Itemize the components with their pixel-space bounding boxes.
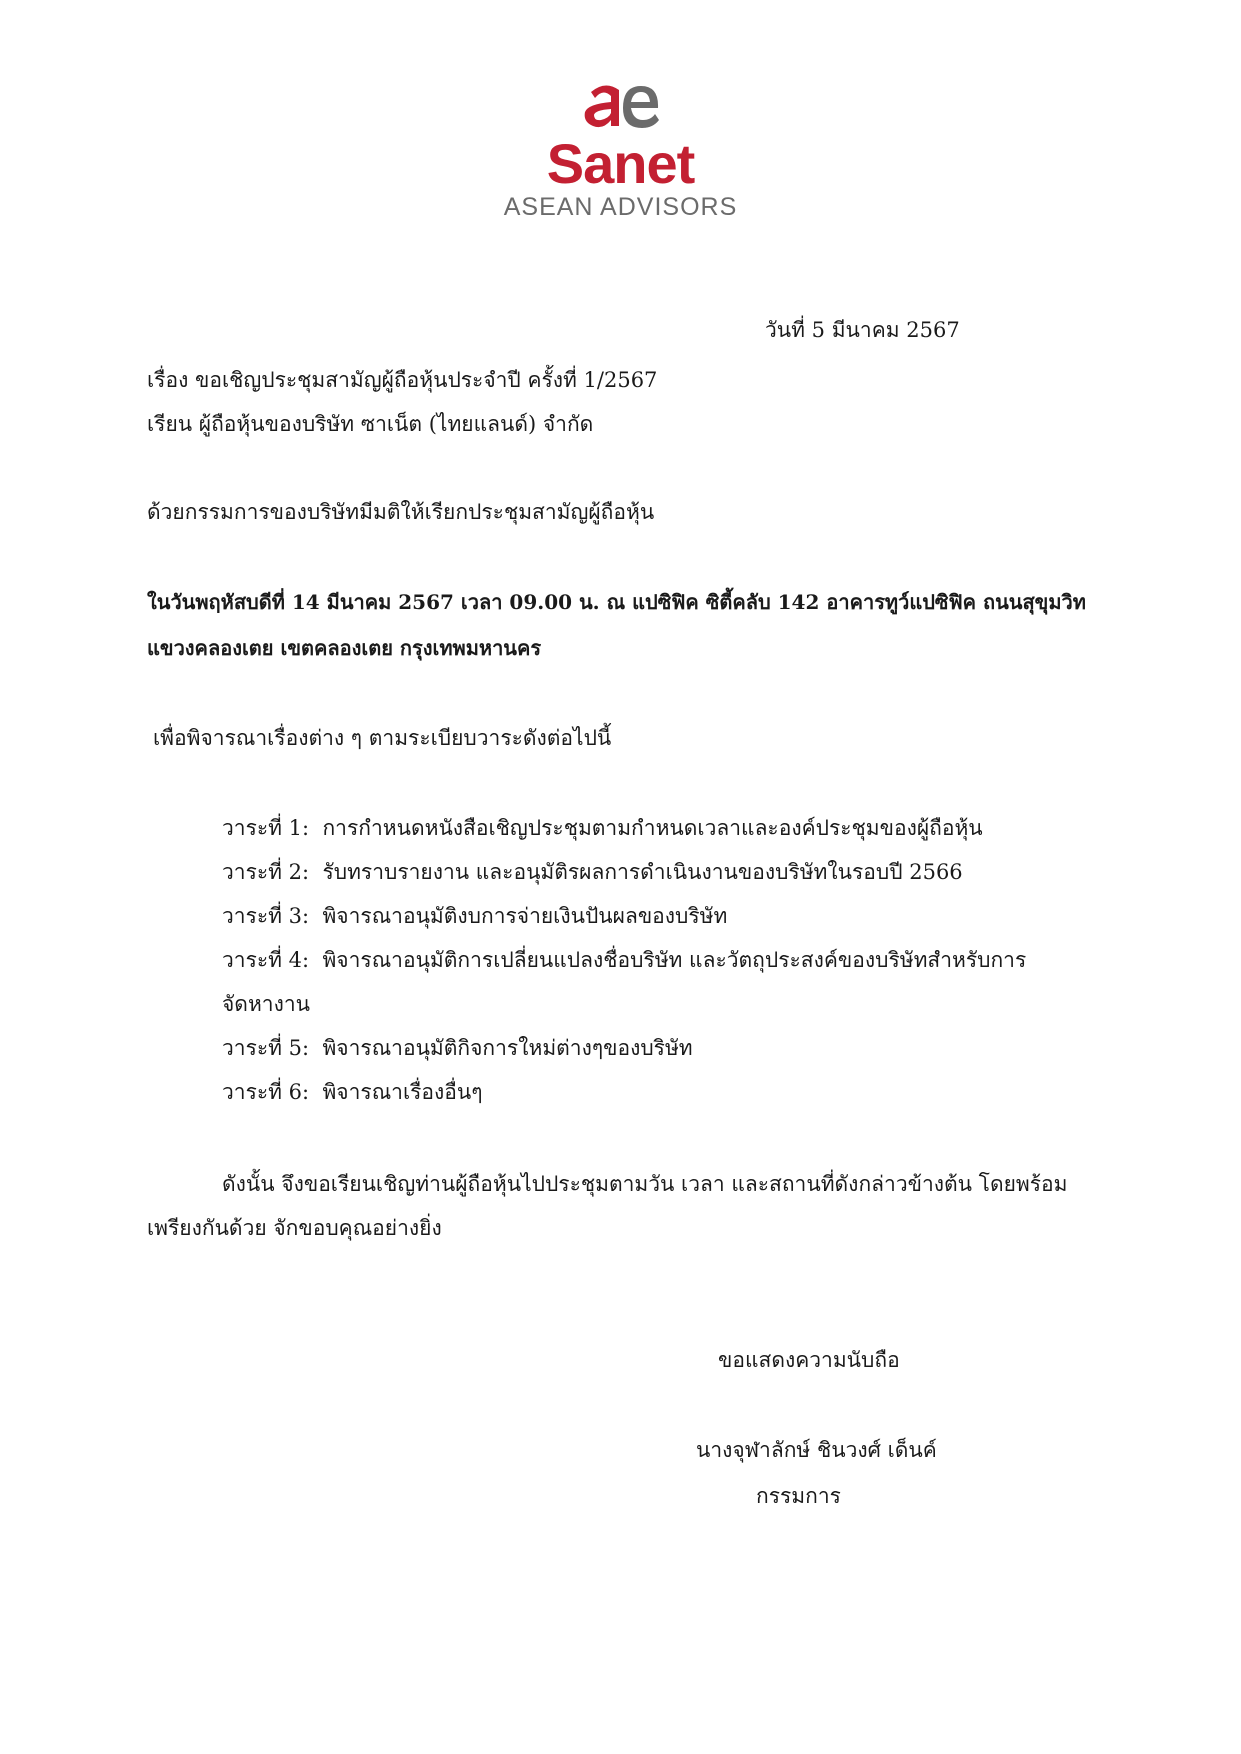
agenda-label: วาระที่ 6: — [222, 1080, 310, 1104]
signature-name: นางจุฬาลักษ์ ชินวงศ์ เด็นค์ — [696, 1438, 937, 1462]
agenda-label: วาระที่ 2: — [222, 860, 310, 884]
meeting-details-line-1: ในวันพฤหัสบดีที่ 14 มีนาคม 2567 เวลา 09.00 น. ณ แปซิฟิค ซิตี้คลับ 142 อาคารทูว์แปซิฟิค ถนนสุขุมวิท — [147, 590, 1086, 614]
intro-paragraph: ด้วยกรรมการของบริษัทมีมติให้เรียกประชุมสามัญผู้ถือหุ้น — [147, 500, 655, 524]
agenda-item — [222, 818, 983, 839]
closing-paragraph-line-1: ดังนั้น จึงขอเรียนเชิญท่านผู้ถือหุ้นไปประชุมตามวัน เวลา และสถานที่ดังกล่าวข้างต้น โดยพร้อม — [222, 1172, 1068, 1196]
agenda-item-continuation: จัดหางาน — [222, 992, 310, 1016]
agenda-text: รับทราบรายงาน และอนุมัติรผลการดำเนินงานของบริษัทในรอบปี 2566 — [322, 860, 963, 884]
agenda-text: พิจารณาอนุมัติงบการจ่ายเงินปันผลของบริษัท — [322, 904, 728, 928]
agenda-text: พิจารณาเรื่องอื่นๆ — [322, 1080, 483, 1104]
company-logo — [0, 80, 1241, 220]
purpose-line: เพื่อพิจารณาเรื่องต่าง ๆ ตามระเบียบวาระดังต่อไปนี้ — [153, 726, 612, 750]
agenda-text: พิจารณาอนุมัติการเปลี่ยนแปลงชื่อบริษัท และวัตถุประสงค์ของบริษัทสำหรับการ — [322, 948, 1027, 972]
letter-date: วันที่ 5 มีนาคม 2567 — [765, 318, 960, 342]
logo-subtitle: ASEAN ADVISORS — [503, 193, 738, 221]
agenda-label: วาระที่ 4: — [222, 948, 310, 972]
agenda-item — [222, 862, 963, 883]
letter-recipient: เรียน ผู้ถือหุ้นของบริษัท ซาเน็ต (ไทยแลนด์) จำกัด — [147, 412, 594, 436]
agenda-item — [222, 950, 1026, 971]
agenda-text: พิจารณาอนุมัติกิจการใหม่ต่างๆของบริษัท — [322, 1036, 693, 1060]
signature-regards: ขอแสดงความนับถือ — [718, 1348, 900, 1372]
agenda-label: วาระที่ 3: — [222, 904, 310, 928]
logo-name: Sanet — [546, 132, 695, 195]
agenda-item — [222, 906, 727, 927]
signature-title: กรรมการ — [756, 1484, 841, 1508]
ae-logo-mark-icon — [581, 80, 661, 132]
agenda-label: วาระที่ 5: — [222, 1036, 310, 1060]
closing-paragraph-line-2: เพรียงกันด้วย จักขอบคุณอย่างยิ่ง — [147, 1216, 442, 1240]
meeting-details-line-2: แขวงคลองเตย เขตคลองเตย กรุงเทพมหานคร — [147, 636, 542, 660]
letter-subject: เรื่อง ขอเชิญประชุมสามัญผู้ถือหุ้นประจำปี ครั้งที่ 1/2567 — [147, 368, 658, 392]
agenda-label: วาระที่ 1: — [222, 816, 310, 840]
agenda-text: การกำหนดหนังสือเชิญประชุมตามกำหนดเวลาและองค์ประชุมของผู้ถือหุ้น — [322, 816, 983, 840]
agenda-item — [222, 1038, 693, 1059]
agenda-item — [222, 1082, 483, 1103]
